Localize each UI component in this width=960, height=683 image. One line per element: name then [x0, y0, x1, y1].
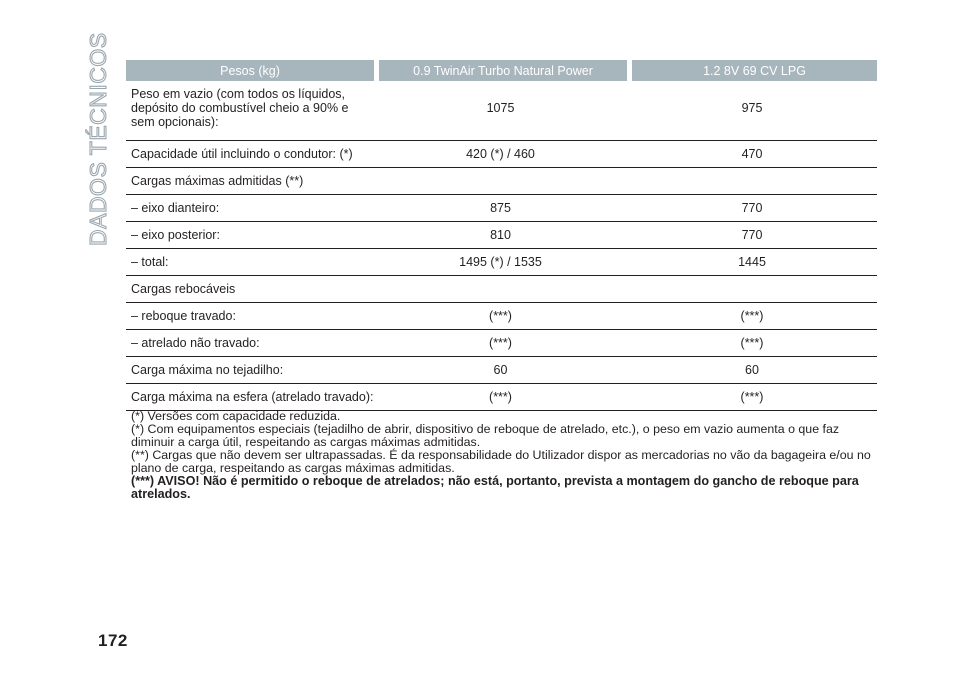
value-twinair: (***) [489, 309, 512, 323]
row-label: – reboque travado: [131, 309, 236, 323]
row-label: – eixo posterior: [131, 228, 220, 242]
value-twinair: 420 (*) / 460 [466, 147, 535, 161]
value-lpg: 975 [741, 101, 763, 115]
section-title: DADOS TÉCNICOS [85, 32, 111, 246]
value-lpg: 770 [741, 228, 763, 242]
row-label: – total: [131, 255, 169, 269]
value-lpg: 1445 [738, 255, 766, 269]
value-lpg: (***) [740, 336, 764, 350]
header-weights: Pesos (kg) [126, 60, 374, 81]
table-row [126, 195, 877, 222]
value-twinair: 60 [493, 363, 508, 377]
header-twinair: 0.9 TwinAir Turbo Natural Power [379, 60, 627, 81]
row-label: Cargas rebocáveis [131, 282, 236, 296]
footnote-reduced-capacity: (*) Versões com capacidade reduzida. [131, 409, 341, 423]
table-header [126, 60, 877, 81]
row-label: Capacidade útil incluindo o condutor: (*) [131, 147, 353, 161]
value-lpg: (***) [740, 309, 764, 323]
footnote-special-equipment: (*) Com equipamentos especiais (tejadilho de abrir, dispositivo de reboque de atrelado, etc.), o peso em vazio aumenta o que faz diminuir a carga útil, respeitando as cargas máximas admitidas. [131, 422, 840, 449]
weights-table [126, 60, 877, 411]
row-label: Carga máxima na esfera (atrelado travado): [131, 390, 374, 404]
row-label: Peso em vazio (com todos os líquidos, depósito do combustível cheio a 90% e sem opcionais): [131, 87, 349, 129]
table-row [126, 357, 877, 384]
table-body [126, 85, 877, 411]
row-label: – eixo dianteiro: [131, 201, 220, 215]
value-twinair: (***) [489, 336, 512, 350]
table-row [126, 330, 877, 357]
table-row [126, 168, 877, 195]
row-label: – atrelado não travado: [131, 336, 260, 350]
value-twinair: 810 [490, 228, 511, 242]
footnote-max-loads: (**) Cargas que não devem ser ultrapassadas. É da responsabilidade do Utilizador dispor as mercadorias no vão da bagageira e/ou no plano de carga, respeitando as cargas máximas admitidas. [131, 448, 871, 475]
table-row [126, 384, 877, 411]
table-row [126, 303, 877, 330]
value-lpg: 770 [741, 201, 763, 215]
row-label: Carga máxima no tejadilho: [131, 363, 284, 377]
value-twinair: (***) [489, 390, 512, 404]
header-lpg: 1.2 8V 69 CV LPG [632, 60, 877, 81]
table-row [126, 85, 877, 141]
table-row [126, 222, 877, 249]
value-twinair: 1495 (*) / 1535 [459, 255, 542, 269]
value-twinair: 1075 [486, 101, 515, 115]
table-row [126, 276, 877, 303]
value-lpg: 60 [745, 363, 759, 377]
footnotes [131, 410, 876, 501]
footnote-towing-warning: (***) AVISO! Não é permitido o reboque de atrelados; não está, portanto, prevista a montagem do gancho de reboque para atrelados. [131, 474, 859, 501]
row-label: Cargas máximas admitidas (**) [131, 174, 304, 188]
value-lpg: 470 [741, 147, 763, 161]
table-row [126, 141, 877, 168]
page-number: 172 [98, 631, 128, 650]
value-lpg: (***) [740, 390, 764, 404]
value-twinair: 875 [490, 201, 511, 215]
table-row [126, 249, 877, 276]
